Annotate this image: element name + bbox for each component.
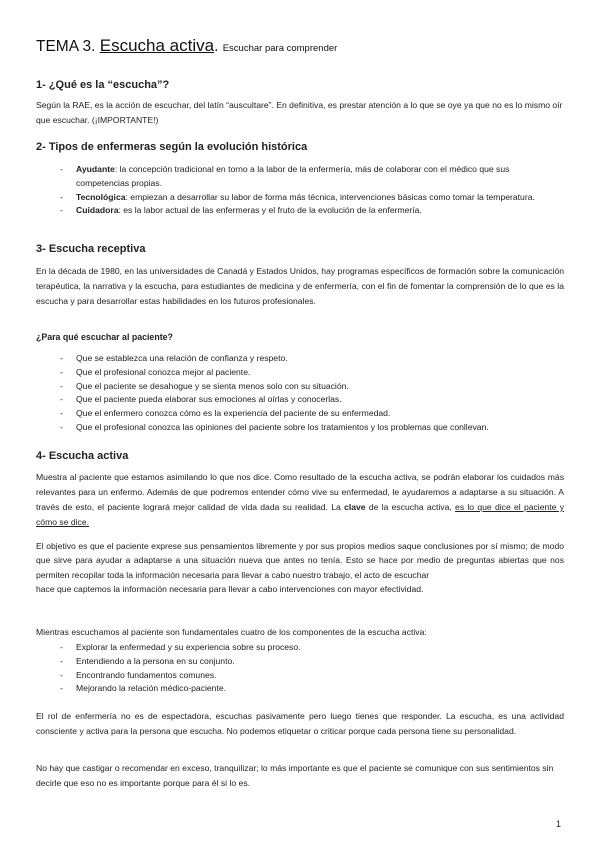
- section2-heading: 2- Tipos de enfermeras según la evolución histórica: [36, 141, 308, 153]
- section4-paragraph-5: No hay que castigar o recomendar en exceso, tranquilizar; lo más importante es que el paciente se comunique con sus sentimientos sin decirle que eso no es importante porque para él si lo es.: [36, 763, 554, 788]
- term: Cuidadora: [76, 205, 119, 216]
- list-item: - Que el profesional conozca las opiniones del paciente sobre los tratamientos y los problemas que conllevan.: [60, 421, 564, 435]
- section1-text: Según la RAE, es la acción de escuchar, del latín “auscultare”. En definitiva, es prestar atención a lo que se oye ya que no es lo mismo oír que escuchar. (¡IMPORTANTE!): [36, 100, 563, 125]
- section4-paragraph-3: Mientras escuchamos al paciente son fundamentales cuatro de los componentes de la escucha activa:: [36, 627, 427, 637]
- list-item: - Que el enfermero conozca cómo es la experiencia del paciente de su enfermedad.: [60, 407, 564, 421]
- section4-paragraph-1: [36, 470, 564, 530]
- section4-paragraph-4: El rol de enfermería no es de espectadora, escuchas pasivamente pero luego tienes que responder. La escucha, es una actividad consciente y activa para la persona que escucha. No podemos etiquetar o criticar porque cada persona tiene su personalidad.: [36, 711, 564, 736]
- list-item: - Mejorando la relación médico-paciente.: [60, 682, 564, 696]
- section3-text: En la década de 1980, en las universidades de Canadá y Estados Unidos, hay programas específicos de formación sobre la comunicación terapéutica, la narrativa y la escucha, para estudiantes de medicina y de enfermería, con el fin de fomentar la comprensión de lo que es la escucha y para desarrollar estas habilidades en los futuros profesionales.: [36, 266, 564, 306]
- section3-heading: 3- Escucha receptiva: [36, 243, 146, 255]
- list-item: [60, 191, 564, 205]
- term: Tecnológica: [76, 191, 126, 202]
- list-item: [60, 204, 564, 218]
- section4-paragraph-2: [36, 539, 564, 597]
- title-tema: TEMA 3.: [36, 38, 96, 55]
- title-dot: .: [214, 38, 219, 55]
- p1-start: Muestra al paciente que estamos asimilando lo que nos dice. Como resultado de la escucha activa, se podrán elaborar los cuidados más relevantes para un enfermo. Además de que podremos entender cómo vive su enfermedad, le ayudaremos a adaptarse a su situación. A través de esto, el paciente logrará mejor calidad de vida dada su realidad. La: [36, 472, 564, 512]
- page-title: [36, 36, 337, 56]
- term-desc: : empiezan a desarrollar su labor de forma más técnica, intervenciones básicas como tomar la temperatura.: [125, 191, 535, 202]
- list-item: - Que el paciente se desahogue y se sienta menos solo con su situación.: [60, 380, 564, 394]
- section3-list: [60, 352, 564, 435]
- p1-mid: de la escucha activa,: [365, 502, 456, 512]
- term: Ayudante: [76, 164, 115, 174]
- title-subtitle: Escuchar para comprender: [222, 43, 338, 54]
- page-number: 1: [556, 819, 562, 829]
- term-desc: : es la labor actual de las enfermeras y el fruto de la evolución de la enfermería.: [118, 205, 422, 216]
- list-item: [60, 163, 564, 191]
- section4-heading: 4- Escucha activa: [36, 450, 129, 462]
- list-item: - Explorar la enfermedad y su experiencia sobre su proceso.: [60, 641, 564, 655]
- p2-text: El objetivo es que el paciente exprese sus pensamientos libremente y por sus propios medios saque conclusiones por sí mismo; de modo que sirve para ayudar a adaptarse a una situación nueva que antes no tenía. Esto se hace por medio de preguntas abiertas que nos permiten recopilar toda la información necesaria para llevar a cabo nuestro trabajo, el acto de escuchar: [36, 541, 564, 580]
- list-item: - Que el paciente pueda elaborar sus emociones al oírlas y conocerlas.: [60, 393, 564, 407]
- list-item: - Encontrando fundamentos comunes.: [60, 669, 564, 683]
- list-item: - Que se establezca una relación de confianza y respeto.: [60, 352, 564, 366]
- p2b-text: hace que captemos la información necesaria para llevar a cabo intervenciones con mayor efectividad.: [36, 584, 424, 595]
- list-item: - Entendiendo a la persona en su conjunto.: [60, 655, 564, 669]
- section2-list: [60, 163, 564, 218]
- section4-list: [60, 641, 564, 696]
- p1-bold: clave: [344, 502, 366, 512]
- title-main: Escucha activa: [99, 36, 215, 55]
- term-desc: : la concepción tradicional en torno a la labor de la enfermería, más de colaborar con el médico que sus competencias propias.: [76, 164, 510, 188]
- section1-heading: 1- ¿Qué es la “escucha”?: [36, 79, 170, 91]
- section3-subheading: ¿Para qué escuchar al paciente?: [36, 332, 173, 342]
- p1-underline: es lo que dice el paciente y cómo se dice.: [36, 502, 565, 527]
- list-item: - Que el profesional conozca mejor al paciente.: [60, 366, 564, 380]
